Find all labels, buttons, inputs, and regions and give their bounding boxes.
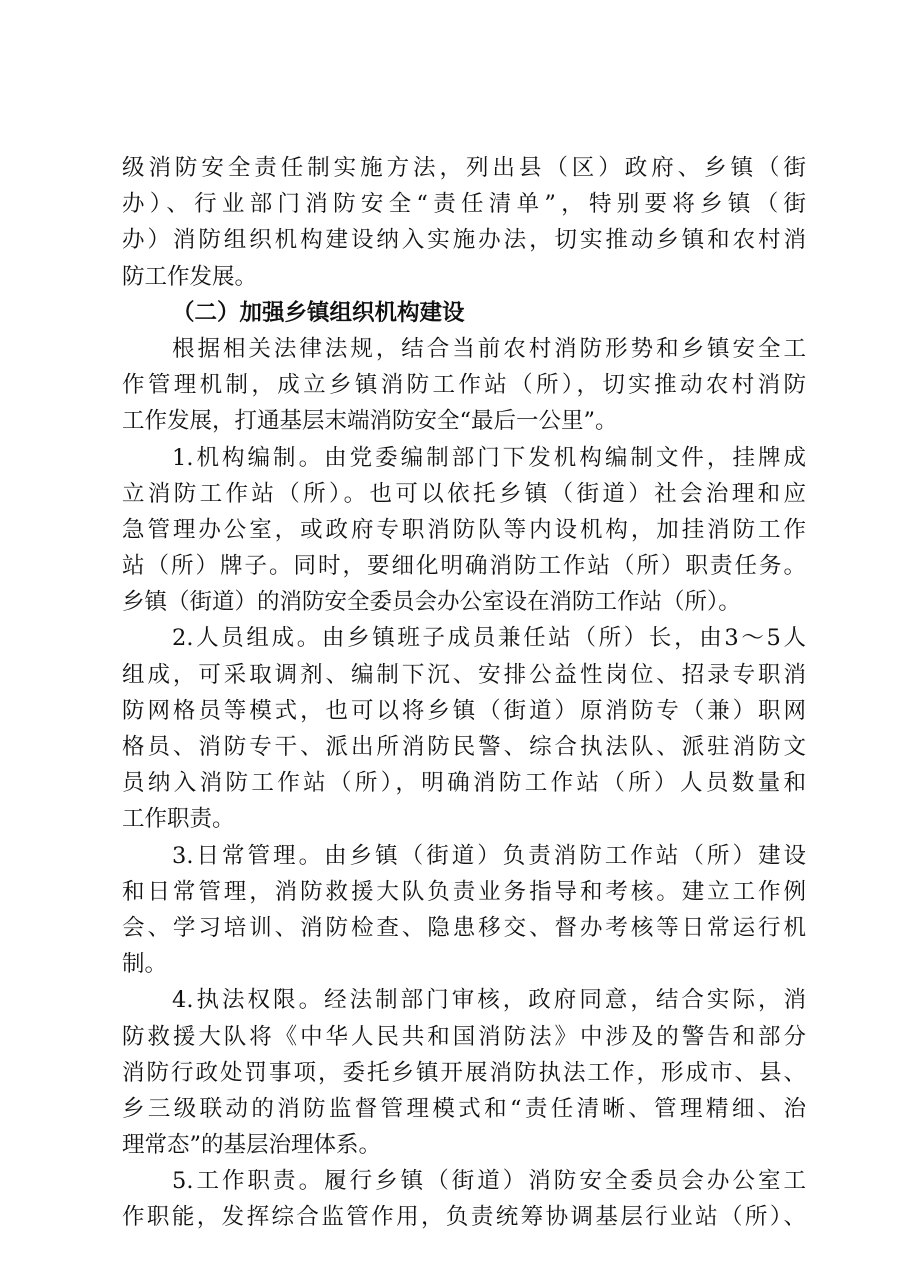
text-line: 办）、行业部门消防安全“责任清单”，特别要将乡镇（街: [122, 191, 806, 218]
text-line: 根据相关法律法规，结合当前农村消防形势和乡镇安全工: [172, 335, 806, 362]
document-body: [122, 150, 806, 1236]
text-line: 组成，可采取调剂、编制下沉、安排公益性岗位、招录专职消: [122, 661, 806, 688]
text-line: 会、学习培训、消防检查、隐患移交、督办考核等日常运行机: [122, 914, 806, 941]
text-line: 级消防安全责任制实施方法，列出县（区）政府、乡镇（街: [122, 155, 806, 181]
text-line: 办）消防组织机构建设纳入实施办法，切实推动乡镇和农村消: [122, 227, 806, 254]
text-line: 3.日常管理。由乡镇（街道）负责消防工作站（所）建设: [172, 842, 806, 869]
text-line: 工作职责。: [122, 806, 235, 833]
text-line: 格员、消防专干、派出所消防民警、综合执法队、派驻消防文: [122, 734, 806, 760]
text-line: 防工作发展。: [122, 263, 258, 290]
text-line: 工作发展，打通基层末端消防安全“最后一公里”。: [122, 408, 618, 435]
text-line: 1.机构编制。由党委编制部门下发机构编制文件，挂牌成: [172, 444, 806, 471]
text-line: 防救援大队将《中华人民共和国消防法》中涉及的警告和部分: [122, 1023, 806, 1050]
text-line: 立消防工作站（所）。也可以依托乡镇（街道）社会治理和应: [122, 480, 806, 507]
text-line: 乡镇（街道）的消防安全委员会办公室设在消防工作站（所）。: [122, 589, 741, 616]
text-line: 防网格员等模式，也可以将乡镇（街道）原消防专（兼）职网: [122, 697, 806, 724]
text-line: 和日常管理，消防救援大队负责业务指导和考核。建立工作例: [122, 878, 806, 905]
text-line: 站（所）牌子。同时，要细化明确消防工作站（所）职责任务。: [122, 553, 806, 580]
text-line: 消防行政处罚事项，委托乡镇开展消防执法工作，形成市、县、: [122, 1059, 806, 1086]
text-line: 作职能，发挥综合监管作用，负责统筹协调基层行业站（所）、: [122, 1204, 806, 1231]
text-line: 5.工作职责。履行乡镇（街道）消防安全委员会办公室工: [172, 1168, 806, 1195]
text-line: 作管理机制，成立乡镇消防工作站（所），切实推动农村消防: [122, 372, 806, 399]
text-line: 4.执法权限。经法制部门审核，政府同意，结合实际，消: [172, 987, 806, 1014]
text-line: 制。: [122, 951, 168, 978]
text-line: 员纳入消防工作站（所），明确消防工作站（所）人员数量和: [122, 770, 806, 797]
text-line: 理常态”的基层治理体系。: [122, 1132, 382, 1159]
text-line: 2.人员组成。由乡镇班子成员兼任站（所）长，由3～5人: [172, 625, 806, 652]
text-line: 乡三级联动的消防监督管理模式和“责任清晰、管理精细、治: [122, 1095, 806, 1122]
text-line: 急管理办公室，或政府专职消防队等内设机构，加挂消防工作: [122, 516, 806, 543]
section-heading: （二）加强乡镇组织机构建设: [172, 299, 465, 326]
